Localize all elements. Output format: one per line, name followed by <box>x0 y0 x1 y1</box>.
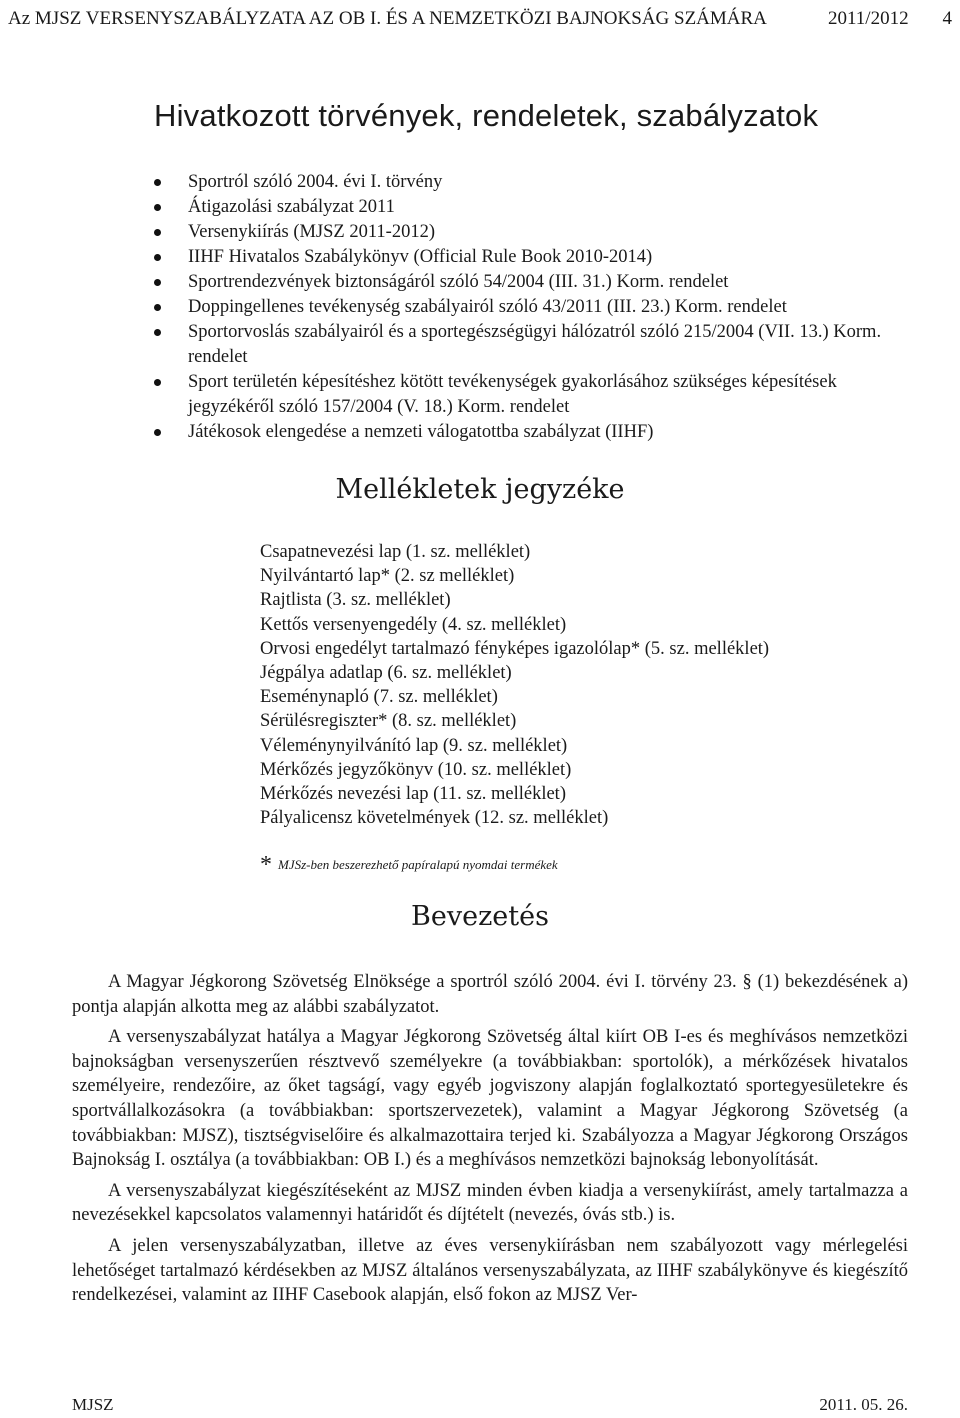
list-item: Sérülésregiszter* (8. sz. melléklet) <box>260 711 517 732</box>
list-item: Pályalicensz követelmények (12. sz. melléklet) <box>260 808 609 829</box>
list-item: Jégpálya adatlap (6. sz. melléklet) <box>260 663 512 684</box>
list-item: Nyilvántartó lap* (2. sz melléklet) <box>260 566 515 587</box>
list-item: Doppingellenes tevékenység szabályairól szóló 43/2011 (III. 23.) Korm. rendelet <box>188 295 918 320</box>
annexes-section-title: Mellékletek jegyzéke <box>335 474 625 505</box>
list-item: Versenykiírás (MJSZ 2011-2012) <box>188 220 918 245</box>
season-label: 2011/2012 <box>828 8 909 29</box>
running-title: Az MJSZ VERSENYSZABÁLYZATA AZ OB I. ÉS A NEMZETKÖZI BAJNOKSÁG SZÁMÁRA <box>8 8 767 29</box>
paragraph: A versenyszabályzat kiegészítéseként az MJSZ minden évben kiadja a versenykiírást, amely tartalmazza a nevezésekkel kapcsolatos valamennyi határidőt és díjtételt (nevezés, óvás stb.) is. <box>72 1180 908 1226</box>
footnote <box>260 852 558 879</box>
list-item: Orvosi engedélyt tartalmazó fényképes igazolólap* (5. sz. melléklet) <box>260 638 770 659</box>
list-item: IIHF Hivatalos Szabálykönyv (Official Rule Book 2010-2014) <box>188 245 918 270</box>
page-header <box>8 4 952 34</box>
paragraph: A jelen versenyszabályzatban, illetve az éves versenykiírásban nem szabályozott vagy mérlegelési lehetőséget tartalmazó kérdésekben az MJSZ általános versenyszabályzata, az IIHF szabálykönyve és kiegészítő rendelkezései, valamint az IIHF Casebook alapján, első fokon az MJSZ Ver- <box>72 1235 908 1306</box>
list-item: Sport területén képesítéshez kötött tevékenységek gyakorlásához szükséges képesítések jegyzékéről szóló 157/2004 (V. 18.) Korm. rendelet <box>188 370 918 420</box>
annexes-list <box>260 540 769 830</box>
intro-section-title: Bevezetés <box>411 901 549 932</box>
page-footer <box>72 1394 908 1416</box>
list-item: Csapatnevezési lap (1. sz. melléklet) <box>260 542 531 562</box>
laws-list <box>188 170 918 445</box>
intro-body <box>72 970 908 1314</box>
paragraph: A Magyar Jégkorong Szövetség Elnöksége a sportról szóló 2004. évi I. törvény 23. § (1) bekezdésének a) pontja alapján alkotta meg az alábbi szabályzatot. <box>72 972 908 1017</box>
list-item: Mérkőzés nevezési lap (11. sz. melléklet) <box>260 784 566 805</box>
list-item: Sportrendezvények biztonságáról szóló 54/2004 (III. 31.) Korm. rendelet <box>188 270 918 295</box>
list-item: Átigazolási szabályzat 2011 <box>188 195 918 220</box>
paragraph: A versenyszabályzat hatálya a Magyar Jégkorong Szövetség által kiírt OB I-es és meghívásos nemzetközi bajnokságban versenyszerűen résztvevő személyekre (a továbbiakban: sportolók), a mérkőzések hivatalos személyeire, rendezőire, az őket tagságí, vagy egyéb jogviszony alapján foglalkoztató sportegyesületekre és sportvállalkozásokra (a továbbiakban: sportszervezetek), valamint a Magyar Jégkorong Szövetség (a továbbiakban: MJSZ), tisztségviselőire és alkalmazottaira terjed ki. Szabályozza a Magyar Jégkorong Országos Bajnokság I. osztálya (a továbbiakban: OB I.) és a meghívásos nemzetközi bajnokság lebonyolítását. <box>72 1027 908 1171</box>
list-item: Kettős versenyengedély (4. sz. melléklet) <box>260 614 567 635</box>
list-item: Mérkőzés jegyzőkönyv (10. sz. melléklet) <box>260 759 572 780</box>
list-item: Eseménynapló (7. sz. melléklet) <box>260 687 498 708</box>
list-item: Véleménynyilvánító lap (9. sz. melléklet) <box>260 735 568 756</box>
list-item: Játékosok elengedése a nemzeti válogatottba szabályzat (IIHF) <box>188 420 918 445</box>
list-item: Rajtlista (3. sz. melléklet) <box>260 590 451 611</box>
footnote-text: MJSz-ben beszerezhető papíralapú nyomdai termékek <box>278 857 558 872</box>
list-item: Sportról szóló 2004. évi I. törvény <box>188 170 918 195</box>
list-item: Sportorvoslás szabályairól és a sportegészségügyi hálózatról szóló 215/2004 (VII. 13.) Korm. rendelet <box>188 320 918 370</box>
footer-date: 2011. 05. 26. <box>819 1395 908 1414</box>
footer-org: MJSZ <box>72 1395 114 1414</box>
page-number: 4 <box>942 8 952 29</box>
footnote-mark: * <box>260 852 272 878</box>
laws-section-title: Hivatkozott törvények, rendeletek, szabályzatok <box>154 98 819 133</box>
